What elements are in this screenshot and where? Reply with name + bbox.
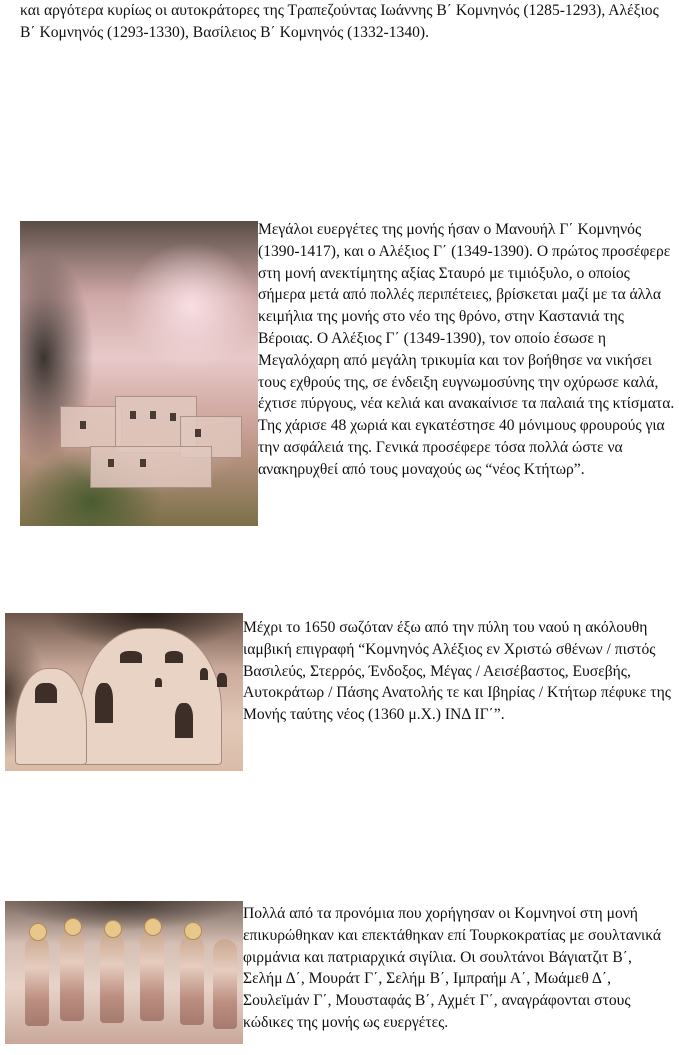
- fresco-figure: [100, 933, 124, 1023]
- photo-window: [35, 683, 57, 703]
- fresco-figure: [140, 931, 164, 1021]
- fresco-halo: [184, 922, 202, 940]
- fresco-halo: [104, 920, 122, 938]
- paragraph-great-benefactors: Μεγάλοι ευεργέτες της μονής ήσαν ο Μανουήλ Γ΄ Κομνηνός (1390-1417), και ο Αλέξιος Γ΄ (1349-1390). Ο πρώτος προσέφερε στη μονή ανεκτίμητης αξίας Σταυρό με τιμιόξυλο, ο οποίος σήμερα μετά από πολλές περιπέτειες, βρίσκεται μαζί με τα άλλα κειμήλια της μονής στο νέο της θρόνο, στην Καστανιά της Βέροιας. Ο Αλέξιος Γ΄ (1349-1390), τον οποίο έσωσε η Μεγαλόχαρη από μεγάλη τρικυμία και τον βοήθησε να νικήσει τους εχθρούς της, σε ένδειξη ευγνωμοσύνης την οχύρωσε καλά, έχτισε πύργους, νέα κελιά και ανακαίνισε τα παλαιά της κτίσματα. Της χάρισε 48 χωριά και εγκατέστησε 40 μόνιμους φρουρούς για την ασφάλειά της. Γενικά προσέφερε τόσα πολλά ώστε να ανακηρυχθεί από τους μοναχούς ως “νέος Κτήτωρ”.: [258, 221, 675, 478]
- paragraph-emperors-of-trebizond: και αργότερα κυρίως οι αυτοκράτορες της Τραπεζούντας Ιωάννης Β΄ Κομνηνός (1285-1293), Αλέξιος Β΄ Κομνηνός (1293-1330), Βασίλειος Β΄ Κομνηνός (1332-1340).: [20, 2, 659, 41]
- paragraph-ottoman-privileges: Πολλά από τα προνόμια που χορήγησαν οι Κομνηνοί στη μονή επικυρώθηκαν και επεκτάθηκαν επί Τουρκοκρατίας με σουλτανικά φιρμάνια και πατριαρχικά σιγίλια. Οι σουλτάνοι Βάγιατζιτ Β΄, Σελήμ Δ΄, Μουράτ Γ΄, Σελήμ Β΄, Ιμπραήμ Α΄, Μωάμεθ Δ΄, Σουλεϊμάν Γ΄, Μουσταφάς Β΄, Αχμέτ Γ΄, αναγράφονται στους κώδικες της μονής ως ευεργέτες.: [243, 905, 662, 1031]
- photo-doorway: [95, 683, 113, 723]
- photo-cave-buildings: [5, 613, 243, 771]
- photo-window: [80, 421, 86, 429]
- fresco-figure: [25, 936, 49, 1026]
- fresco-figure: [213, 939, 237, 1029]
- fresco-halo: [64, 918, 82, 936]
- photo-window: [130, 411, 136, 419]
- fresco-halo: [29, 923, 47, 941]
- photo-building: [60, 406, 122, 448]
- fresco-figure: [180, 935, 204, 1025]
- photo-window: [217, 673, 227, 687]
- photo-doorway: [175, 703, 193, 738]
- paragraph-iambic-inscription: Μέχρι το 1650 σωζόταν έξω από την πύλη του ναού η ακόλουθη ιαμβική επιγραφή “Κομνηνός Αλέξιος εν Χριστώ σθένων / πιστός Βασιλεύς, Στερρός, Ένδοξος, Μέγας / Αεισέβαστος, Ευσεβής, Αυτοκράτωρ / Πάσης Ανατολής τε και Ιβηρίας / Κτήτωρ πέφυκε της Μονής ταύτης νέος (1360 μ.Χ.) ΙΝΔ ΙΓ΄”.: [243, 619, 671, 724]
- photo-monastery-cliff: [20, 221, 258, 526]
- fresco-halo: [144, 918, 162, 936]
- photo-window: [150, 411, 156, 419]
- photo-window: [140, 459, 146, 467]
- photo-window: [200, 668, 208, 680]
- photo-window: [155, 678, 162, 687]
- photo-window: [108, 459, 114, 467]
- photo-window: [195, 429, 201, 437]
- photo-window: [165, 651, 183, 663]
- fresco-figure: [60, 931, 84, 1021]
- photo-window: [170, 413, 176, 421]
- photo-fresco-saints: [5, 901, 243, 1044]
- photo-window: [120, 651, 142, 663]
- photo-building: [90, 446, 212, 488]
